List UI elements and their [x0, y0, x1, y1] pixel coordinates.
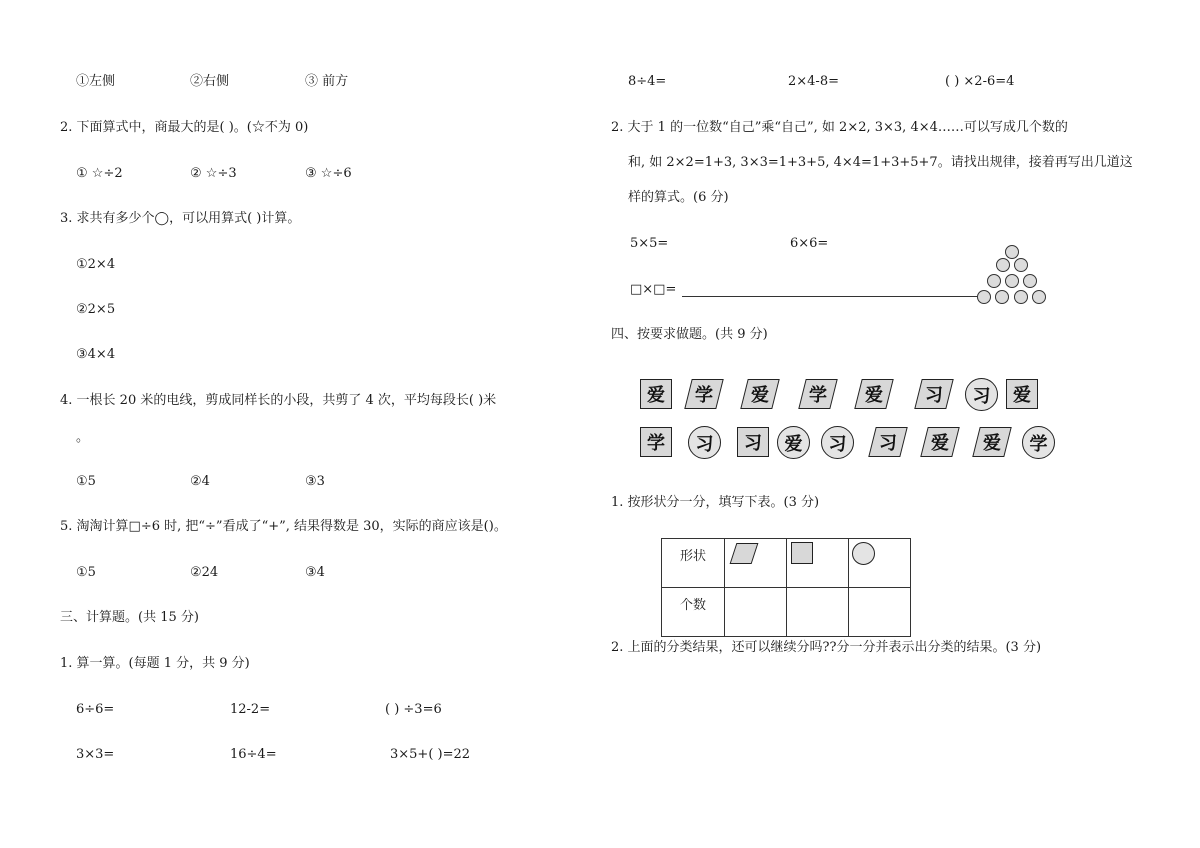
table-row	[662, 588, 911, 637]
shape-cell-square	[787, 539, 849, 588]
q5-option-1: ①5	[76, 565, 96, 580]
tile-square	[1006, 379, 1038, 409]
task-1: 1. 按形状分一分，填写下表。(3 分)	[611, 495, 820, 510]
question-4: 4. 一根长 20 米的电线，剪成同样长的小段，共剪了 4 次，平均每段长( )米	[60, 393, 497, 408]
pattern-expr: 5×5=	[630, 236, 669, 251]
section-3-heading: 三、计算题。(共 15 分)	[60, 610, 199, 625]
tile-square	[640, 379, 672, 409]
table-row	[662, 539, 911, 588]
tile-parallelogram	[920, 427, 959, 457]
q4-option-2: ②4	[190, 474, 210, 489]
q1-option-1: ①左侧	[76, 74, 116, 89]
label-count: 个数	[679, 598, 706, 613]
pattern-blank-expr: □×□=	[630, 282, 677, 297]
tile-char: 爱	[931, 433, 949, 454]
section-4-heading: 四、按要求做题。(共 9 分)	[611, 327, 768, 342]
tile-char: 学	[647, 433, 665, 454]
tile-char: 爱	[865, 385, 883, 406]
tile-circle	[821, 426, 854, 459]
tile-circle	[688, 426, 721, 459]
q5-option-2: ②24	[190, 565, 219, 580]
pattern-expr: 6×6=	[790, 236, 829, 251]
tile-parallelogram	[798, 379, 837, 409]
circle-dot	[1006, 246, 1019, 259]
tile-square	[640, 427, 672, 457]
q2-option-3: ③ ☆÷6	[305, 166, 352, 181]
tile-char: 习	[972, 385, 991, 407]
tile-circle	[777, 426, 810, 459]
q2-option-2: ② ☆÷3	[190, 166, 237, 181]
calc-title: 1. 算一算。(每题 1 分，共 9 分)	[60, 656, 250, 671]
circle-dot	[978, 291, 991, 304]
tile-char: 习	[925, 385, 943, 406]
tile-char: 爱	[784, 433, 803, 455]
tile-parallelogram	[868, 427, 907, 457]
q5-option-3: ③4	[305, 565, 325, 580]
parallelogram-shape-icon	[730, 543, 759, 564]
tile-parallelogram	[684, 379, 723, 409]
tile-char: 习	[744, 433, 762, 454]
calc-item: 12-2=	[230, 702, 271, 717]
circle-dot	[996, 291, 1009, 304]
calc-item: 3×5+( )=22	[390, 747, 471, 762]
q3-option-1: ①2×4	[76, 257, 116, 272]
question-5: 5. 淘淘计算□÷6 时, 把“÷”看成了“+”, 结果得数是 30，实际的商应该是()。	[60, 519, 507, 534]
tile-parallelogram	[914, 379, 953, 409]
circle-triangle-figure	[972, 242, 1052, 306]
calc-item: 2×4-8=	[788, 74, 839, 89]
count-cell[interactable]	[725, 588, 787, 637]
tile-parallelogram	[740, 379, 779, 409]
q3-option-3: ③4×4	[76, 347, 116, 362]
calc-item: 3×3=	[76, 747, 115, 762]
tile-char: 爱	[1013, 385, 1031, 406]
calc-item: 8÷4=	[628, 74, 667, 89]
q3-option-2: ②2×5	[76, 302, 116, 317]
pattern-question-line3: 样的算式。(6 分)	[628, 190, 729, 205]
question-4-cont: 。	[76, 430, 90, 445]
pattern-question-line1: 2. 大于 1 的一位数“自己”乘“自己”, 如 2×2, 3×3, 4×4……可以写成几个数的	[611, 120, 1068, 135]
tile-char: 学	[695, 385, 713, 406]
circle-dot	[988, 275, 1001, 288]
circle-dot	[997, 259, 1010, 272]
circle-dot	[1033, 291, 1046, 304]
q1-option-3: ③ 前方	[305, 74, 349, 89]
table-row-label	[662, 539, 725, 588]
pattern-question-line2: 和, 如 2×2=1+3, 3×3=1+3+5, 4×4=1+3+5+7。请找出规律，接着再写出几道这	[628, 155, 1133, 170]
calc-item: ( ) ÷3=6	[385, 702, 442, 717]
shape-cell-parallelogram	[725, 539, 787, 588]
shape-count-table	[661, 538, 911, 637]
tile-char: 习	[695, 433, 714, 455]
tile-char: 学	[1029, 433, 1048, 455]
count-cell[interactable]	[787, 588, 849, 637]
circle-shape-icon	[852, 542, 875, 565]
calc-item: 6÷6=	[76, 702, 115, 717]
answer-line	[682, 296, 980, 297]
tile-square	[737, 427, 769, 457]
circle-dot	[1006, 275, 1019, 288]
label-shape: 形状	[679, 549, 706, 564]
q1-option-2: ②右侧	[190, 74, 230, 89]
calc-item: 16÷4=	[230, 747, 277, 762]
question-3: 3. 求共有多少个◯，可以用算式( )计算。	[60, 211, 301, 226]
circle-dot	[1015, 259, 1028, 272]
tile-char: 习	[879, 433, 897, 454]
square-shape-icon	[791, 542, 813, 564]
tile-circle	[965, 378, 998, 411]
q4-option-3: ③3	[305, 474, 325, 489]
calc-item: ( ) ×2-6=4	[945, 74, 1015, 89]
question-2: 2. 下面算式中，商最大的是( )。(☆不为 0)	[60, 120, 309, 135]
tile-char: 习	[828, 433, 847, 455]
tile-circle	[1022, 426, 1055, 459]
tile-char: 爱	[647, 385, 665, 406]
tile-parallelogram	[854, 379, 893, 409]
q2-option-1: ① ☆÷2	[76, 166, 123, 181]
circle-dot	[1015, 291, 1028, 304]
circle-dot	[1024, 275, 1037, 288]
task-2: 2. 上面的分类结果，还可以继续分吗??分一分并表示出分类的结果。(3 分)	[611, 640, 1042, 655]
tile-parallelogram	[972, 427, 1011, 457]
shape-cell-circle	[849, 539, 911, 588]
tile-char: 爱	[751, 385, 769, 406]
tile-char: 学	[809, 385, 827, 406]
q4-option-1: ①5	[76, 474, 96, 489]
count-cell[interactable]	[849, 588, 911, 637]
table-row-label	[662, 588, 725, 637]
tile-char: 爱	[983, 433, 1001, 454]
